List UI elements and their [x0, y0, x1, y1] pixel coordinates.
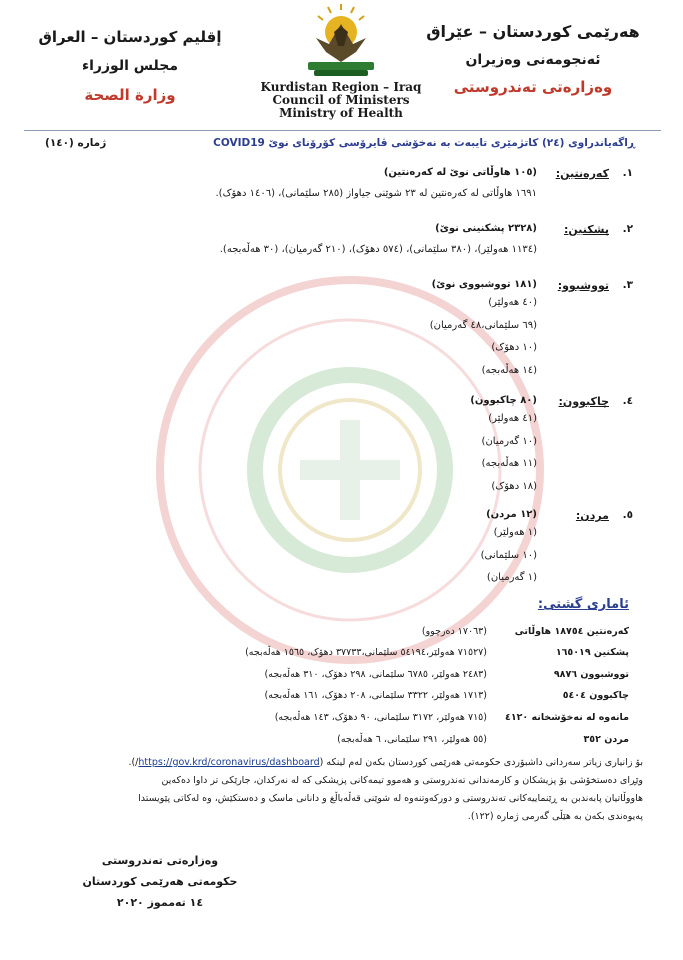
- council-name-kurdish: ئەنجومەنی وەزیران: [465, 52, 601, 68]
- ministry-name-kurdish: وەزارەتی تەندروستی: [453, 78, 613, 96]
- dashboard-text: بۆ زانیاری زیاتر سەردانی داشبۆردی حکومەتی هەرێمی کوردستان بکەن لەم لینکە (: [319, 757, 643, 768]
- summary-row: [69, 626, 629, 637]
- section-infections: [33, 279, 633, 382]
- thanks-line: وێڕای دەستخۆشی بۆ پزیشکان و کارمەندانی تەندروستی و هەموو تیمەکانی پزیشکی کە لە نەرکدان، جارێکی تر داوا دەکەین: [161, 775, 643, 786]
- summary-label: پشکنین ١٦٥٠١٩: [555, 647, 629, 658]
- summary-label: کەرەنتین ١٨٧٥٤ هاوڵاتی: [514, 626, 629, 637]
- region-name-english: Kurdistan Region – Iraq: [260, 80, 422, 94]
- list-item: (٦٩ سلێمانی،٤٨ گەرمیان): [429, 319, 537, 331]
- summary-label: مانەوە لە نەخۆشخانە ٤١٢٠: [505, 712, 629, 723]
- section-headline: (٨٠ چاکبوون): [470, 395, 537, 406]
- summary-row: [69, 734, 629, 745]
- bulletin-number: ژمارە (١٤٠): [45, 137, 107, 149]
- header-arabic: [30, 28, 230, 104]
- section-index: ١.: [622, 167, 633, 179]
- summary-label: تووشبوون ٩٨٧٦: [553, 669, 629, 680]
- list-item: (١٤ هەڵەبجە): [481, 364, 537, 376]
- signature-block: [80, 850, 240, 913]
- summary-row: [69, 690, 629, 701]
- council-name-english: Council of Ministers: [272, 93, 410, 107]
- bulletin-title: ڕاگەیاندراوی (٢٤) کاتژمێری تایبەت بە نەخۆشی ڤایرۆسی کۆرۆنای نوێ COVID19: [213, 137, 635, 149]
- section-detail: ١٦٩١ هاوڵاتی لە کەرەنتین لە ٢٣ شوێنی جیاواز (٢٨٥ سلێمانی)، (١٤٠٦ دهۆک).: [215, 188, 537, 199]
- bulletin-title-row: [45, 137, 635, 149]
- summary-detail: (٧١٥ هەولێر، ٣١٧٢ سلێمانی، ٩٠ دهۆک، ١٤٣ هەڵەبجە): [274, 712, 487, 723]
- council-name-arabic: مجلس الوزراء: [81, 58, 179, 74]
- list-item: (١ گەرمیان): [486, 572, 537, 583]
- section-headline: (١٠٥ هاوڵاتی نوێ لە کەرەنتین): [383, 167, 537, 178]
- list-item: (١٠ گەرمیان): [481, 435, 537, 447]
- summary-detail: (١٧١٣ هەولێر، ٣٣٢٢ سلێمانی، ٢٠٨ دهۆک، ١٦١ هەڵەبجە): [264, 690, 487, 701]
- section-name: چاکبوون:: [558, 395, 609, 408]
- dashboard-link[interactable]: https://gov.krd/coronavirus/dashboard: [138, 757, 320, 768]
- summary-label: مردن ٣٥٢: [583, 734, 629, 745]
- list-item: (١٨ دهۆک): [491, 480, 537, 492]
- summary-detail: (١٧٠٦٣ دەرچوو): [421, 626, 487, 637]
- section-headline: (٢٣٢٨ پشکنینی نوێ): [435, 223, 537, 234]
- region-name-kurdish: هەرێمی کوردستان – عێراق: [426, 22, 640, 41]
- summary-row: [69, 669, 629, 680]
- summary-row: [69, 712, 629, 723]
- summary-detail: (٧١٥٢٧ هەولێر،٥٤١٩٤ سلێمانی،٣٧٧٣٣ دهۆک، ١٥٦٥ هەڵەبجە): [245, 647, 487, 658]
- section-name: کەرەنتین:: [555, 167, 609, 180]
- kurdistan-emblem-icon: [296, 2, 386, 82]
- list-item: (١٠ سلێمانی): [480, 549, 537, 561]
- section-tests: [33, 223, 633, 257]
- summary-title: ئاماری گشتی:: [537, 597, 629, 612]
- header-kurdish: [413, 22, 653, 96]
- region-name-arabic: إقليم كوردستان – العراق: [38, 28, 222, 46]
- signature-ministry: وەزارەتی تەندروستی: [101, 854, 219, 867]
- ministry-name-english: Ministry of Health: [279, 106, 403, 120]
- summary-detail: (٥٥ هەولێر، ٢٩١ سلێمانی، ٦ هەڵەبجە): [337, 734, 487, 745]
- list-item: (١١ هەڵەبجە): [481, 458, 537, 469]
- header-divider: [24, 130, 661, 131]
- dashboard-line: [33, 754, 643, 772]
- ministry-name-arabic: وزارة الصحة: [84, 86, 176, 104]
- signature-government: حکومەتی هەرێمی کوردستان: [82, 875, 238, 888]
- section-name: مردن:: [575, 509, 609, 522]
- section-index: ٥.: [622, 509, 633, 521]
- header-english: [236, 81, 446, 120]
- section-name: پشکنین:: [564, 223, 609, 236]
- section-deaths: [33, 509, 633, 590]
- section-quarantine: [33, 167, 633, 201]
- signature-date: ١٤ تەمموز ٢٠٢٠: [116, 896, 204, 909]
- summary-label: چاکبوون ٥٤٠٤: [562, 690, 629, 701]
- section-name: تووشبوو:: [557, 279, 609, 292]
- section-index: ٣.: [622, 279, 633, 291]
- dashboard-text-end: /).: [128, 757, 139, 768]
- list-item: (١ هەولێر): [493, 527, 537, 538]
- section-index: ٢.: [622, 223, 633, 235]
- list-item: (٤٠ هەولێر): [488, 297, 537, 308]
- summary-detail: (٢٤٨٣ هەولێر، ٦٧٨٥ سلێمانی، ٢٩٨ دهۆک، ٣١٠ هەڵەبجە): [264, 669, 487, 680]
- section-recoveries: [33, 395, 633, 498]
- section-headline: (١٨١ تووشبووی نوێ): [431, 279, 537, 290]
- guidance-line: هاووڵاتیان پابەندبن بە ڕێنماییەکانی تەندروستی و دورکەوتنەوە لە شوێنی قەڵەباڵغ و دانانی ماسک و دەستکێش، وە لەکاتی پێویستدا: [138, 793, 643, 804]
- summary-row: [69, 647, 629, 658]
- list-item: (١٠ دهۆک): [491, 342, 537, 353]
- section-headline: (١٢ مردن): [486, 509, 537, 520]
- hotline-line: پەیوەندی بکەن بە هێڵی گەرمی ژمارە (١٢٢).: [467, 811, 643, 822]
- closing-paragraph: [33, 754, 643, 826]
- section-detail: (١١٣٤ هەولێر)، (٣٨٠ سلێمانی)، (٥٧٤ دهۆک)، (٢١٠ گەرمیان)، (٣٠ هەڵەبجە).: [219, 244, 537, 255]
- list-item: (٤١ هەولێر): [488, 413, 537, 424]
- section-index: ٤.: [622, 395, 633, 407]
